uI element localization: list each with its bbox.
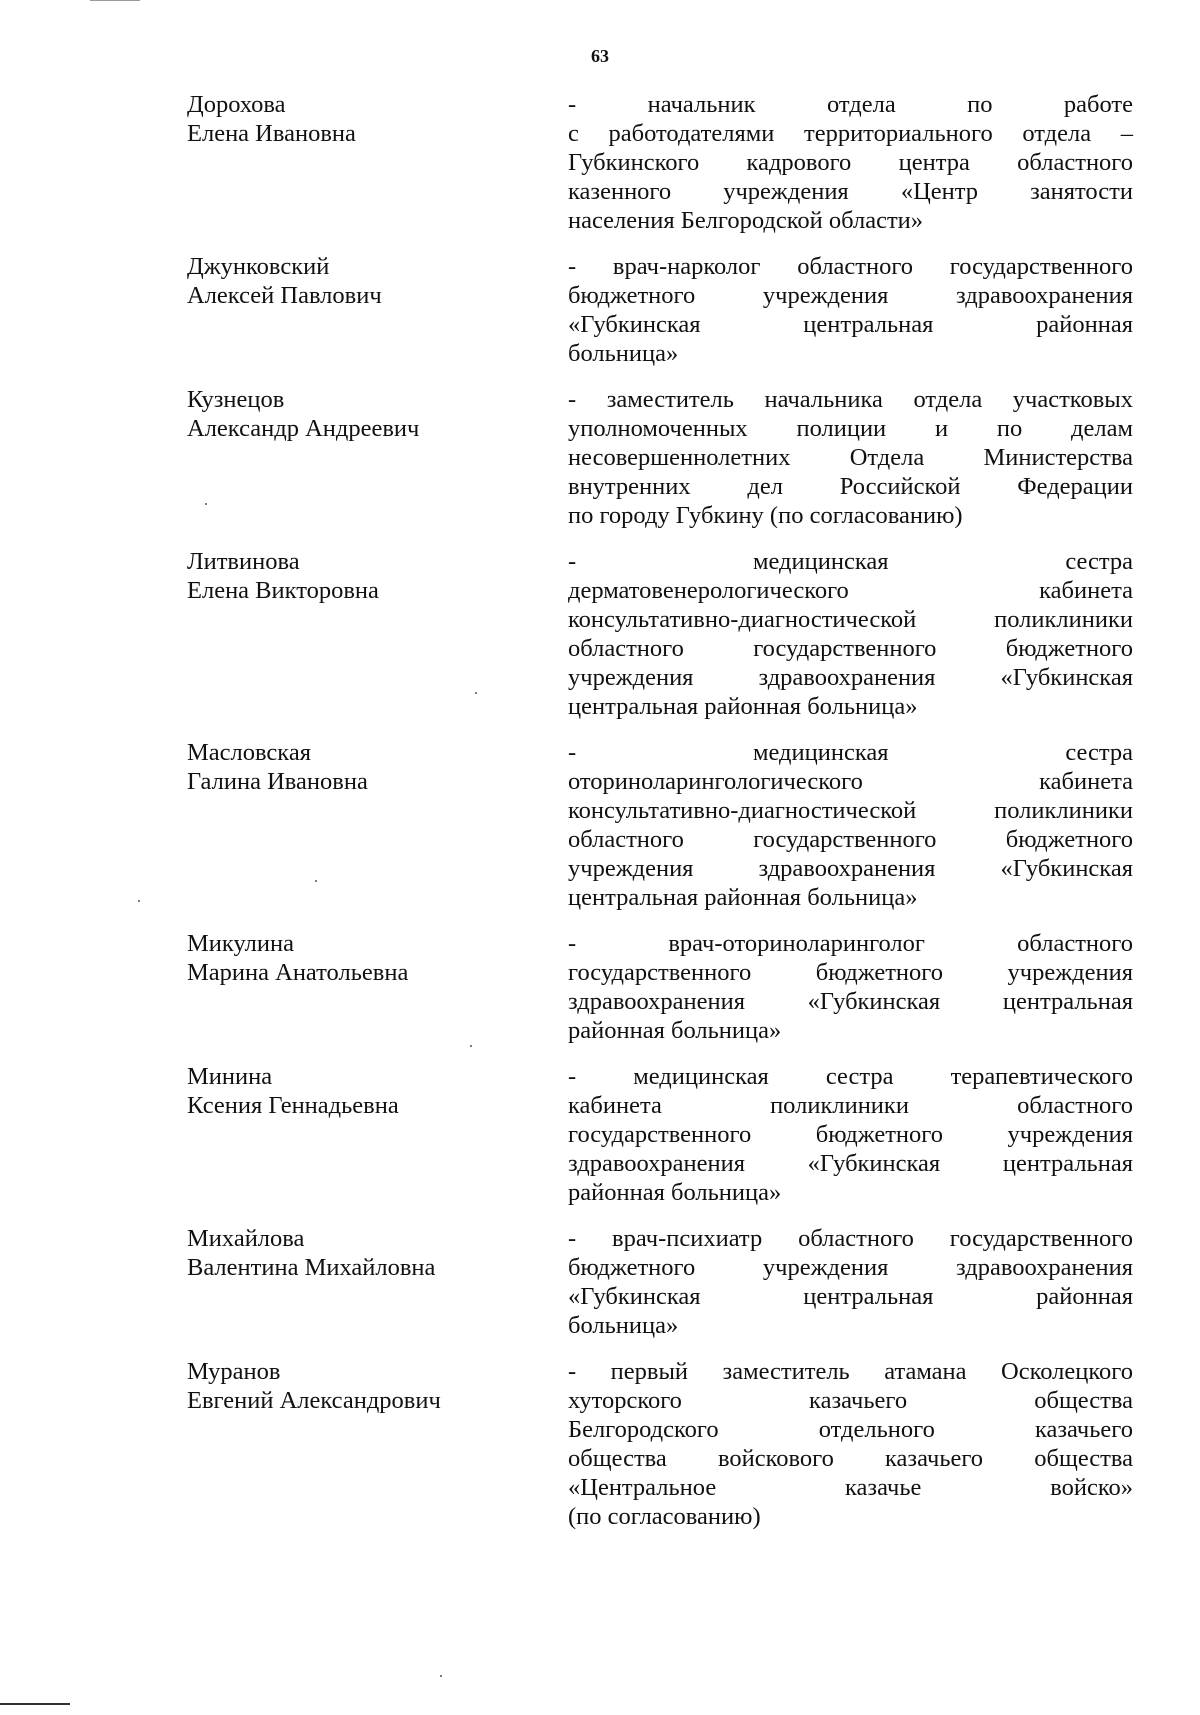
member-surname: Кузнецов	[187, 386, 285, 413]
member-name	[187, 1224, 568, 1282]
member-surname: Масловская	[187, 739, 311, 766]
member-given-names: Евгений Александрович	[187, 1387, 441, 1414]
position-line: - врач-нарколог областного государственного	[568, 253, 1133, 280]
position-line: населения Белгородской области»	[568, 207, 924, 234]
position-line: областного государственного бюджетного	[568, 635, 1133, 662]
scan-speck	[440, 1675, 442, 1677]
member-position	[568, 252, 1133, 368]
member-entry	[187, 1062, 1133, 1207]
member-surname: Литвинова	[187, 548, 300, 575]
member-entry	[187, 1357, 1133, 1531]
position-line: общества войскового казачьего общества	[568, 1445, 1133, 1472]
member-entry	[187, 1224, 1133, 1340]
position-line: «Центральное казачье войско»	[568, 1474, 1133, 1501]
member-entry	[187, 252, 1133, 368]
position-line: областного государственного бюджетного	[568, 826, 1133, 853]
member-entry	[187, 385, 1133, 530]
position-line: с работодателями территориального отдела –	[568, 120, 1133, 147]
member-given-names: Елена Викторовна	[187, 577, 379, 604]
position-line: консультативно-диагностической поликлиники	[568, 606, 1133, 633]
member-given-names: Ксения Геннадьевна	[187, 1092, 399, 1119]
position-line: бюджетного учреждения здравоохранения	[568, 1254, 1133, 1281]
position-line: оториноларингологического кабинета	[568, 768, 1133, 795]
position-line: - заместитель начальника отдела участковых	[568, 386, 1133, 413]
position-line: - медицинская сестра терапевтического	[568, 1063, 1133, 1090]
member-position	[568, 738, 1133, 912]
position-line: по городу Губкину (по согласованию)	[568, 502, 963, 529]
member-position	[568, 1224, 1133, 1340]
position-line: больница»	[568, 1312, 679, 1339]
member-given-names: Галина Ивановна	[187, 768, 368, 795]
position-line: - врач-психиатр областного государственного	[568, 1225, 1133, 1252]
position-line: хуторского казачьего общества	[568, 1387, 1133, 1414]
position-line: (по согласованию)	[568, 1503, 761, 1530]
member-given-names: Марина Анатольевна	[187, 959, 409, 986]
member-given-names: Елена Ивановна	[187, 120, 356, 147]
position-line: районная больница»	[568, 1017, 782, 1044]
position-line: - медицинская сестра	[568, 739, 1133, 766]
position-line: - первый заместитель атамана Осколецкого	[568, 1358, 1133, 1385]
member-surname: Микулина	[187, 930, 294, 957]
member-entry	[187, 547, 1133, 721]
position-line: центральная районная больница»	[568, 693, 918, 720]
position-line: учреждения здравоохранения «Губкинская	[568, 664, 1133, 691]
member-surname: Михайлова	[187, 1225, 305, 1252]
scan-speck	[315, 880, 317, 882]
scan-speck	[205, 503, 207, 505]
position-line: больница»	[568, 340, 679, 367]
member-position	[568, 1357, 1133, 1531]
scan-speck	[470, 1045, 472, 1047]
page-number: 63	[591, 46, 609, 66]
scan-edge-mark	[0, 1703, 70, 1705]
position-line: внутренних дел Российской Федерации	[568, 473, 1133, 500]
member-position	[568, 385, 1133, 530]
position-line: Губкинского кадрового центра областного	[568, 149, 1133, 176]
position-line: - начальник отдела по работе	[568, 91, 1133, 118]
member-name	[187, 385, 568, 443]
member-name	[187, 252, 568, 310]
position-line: дерматовенерологического кабинета	[568, 577, 1133, 604]
member-entry	[187, 90, 1133, 235]
member-position	[568, 1062, 1133, 1207]
position-line: Белгородского отдельного казачьего	[568, 1416, 1133, 1443]
scan-speck	[475, 692, 477, 694]
member-position	[568, 929, 1133, 1045]
position-line: несовершеннолетних Отдела Министерства	[568, 444, 1133, 471]
position-line: здравоохранения «Губкинская центральная	[568, 988, 1133, 1015]
position-line: здравоохранения «Губкинская центральная	[568, 1150, 1133, 1177]
position-line: «Губкинская центральная районная	[568, 311, 1133, 338]
position-line: учреждения здравоохранения «Губкинская	[568, 855, 1133, 882]
position-line: районная больница»	[568, 1179, 782, 1206]
position-line: - медицинская сестра	[568, 548, 1133, 575]
position-line: бюджетного учреждения здравоохранения	[568, 282, 1133, 309]
member-position	[568, 547, 1133, 721]
position-line: - врач-оториноларинголог областного	[568, 930, 1133, 957]
member-entry	[187, 738, 1133, 912]
member-surname: Джунковский	[187, 253, 330, 280]
member-name	[187, 90, 568, 148]
scan-edge-mark	[90, 0, 140, 1]
position-line: центральная районная больница»	[568, 884, 918, 911]
member-surname: Муранов	[187, 1358, 281, 1385]
member-name	[187, 929, 568, 987]
member-name	[187, 738, 568, 796]
scan-speck	[138, 900, 140, 902]
member-given-names: Валентина Михайловна	[187, 1254, 436, 1281]
member-position	[568, 90, 1133, 235]
position-line: уполномоченных полиции и по делам	[568, 415, 1133, 442]
position-line: консультативно-диагностической поликлиники	[568, 797, 1133, 824]
member-name	[187, 547, 568, 605]
member-surname: Минина	[187, 1063, 273, 1090]
position-line: государственного бюджетного учреждения	[568, 959, 1133, 986]
member-name	[187, 1357, 568, 1415]
member-given-names: Алексей Павлович	[187, 282, 382, 309]
member-surname: Дорохова	[187, 91, 286, 118]
member-entry	[187, 929, 1133, 1045]
member-given-names: Александр Андреевич	[187, 415, 420, 442]
position-line: государственного бюджетного учреждения	[568, 1121, 1133, 1148]
position-line: казенного учреждения «Центр занятости	[568, 178, 1133, 205]
members-list	[187, 90, 1133, 1548]
position-line: кабинета поликлиники областного	[568, 1092, 1133, 1119]
member-name	[187, 1062, 568, 1120]
position-line: «Губкинская центральная районная	[568, 1283, 1133, 1310]
